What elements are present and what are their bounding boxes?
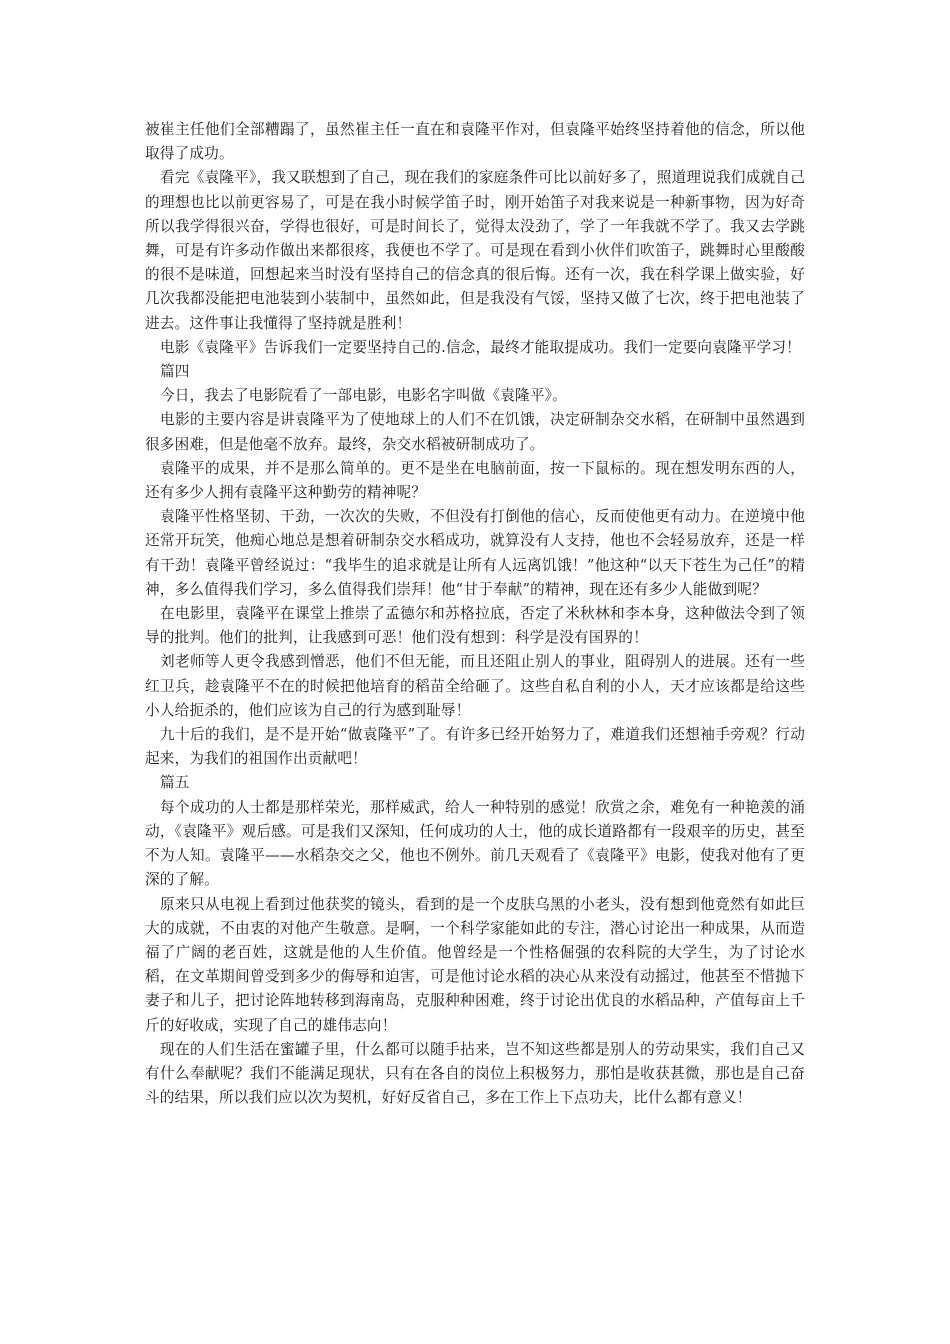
paragraph: 今日，我去了电影院看了一部电影，电影名字叫做《袁隆平》。 <box>160 387 567 405</box>
paragraph: 在电影里，袁隆平在课堂上推崇了孟德尔和苏格拉底，否定了米秋林和李本身，这种做法令到了领导的批判。他们的批判，让我感到可恶！他们没有想到：科学是没有国界的！ <box>145 605 805 647</box>
paragraph: 原来只从电视上看到过他获奖的镜头，看到的是一个皮肤乌黑的小老头，没有想到他竟然有如此巨大的成就，不由衷的对他产生敬意。是啊，一个科学家能如此的专注，潜心讨论出一种成果，从而造福了广阔的老百姓，这就是他的人生价值。他曾经是一个性格倔强的农科院的大学生，为了讨论水稻，在文革期间曾受到多少的侮辱和迫害，可是他讨论水稻的决心从来没有动摇过，他甚至不惜抛下妻子和儿子，把讨论阵地转移到海南岛，克服种种困难，终于讨论出优良的水稻品种，产值每亩上千斤的好收成，实现了自己的雄伟志向！ <box>145 895 805 1034</box>
paragraph: 电影《袁隆平》告诉我们一定要坚持自己的.信念，最终才能取提成功。我们一定要向袁隆平学习！ <box>160 338 801 356</box>
section-heading: 篇五 <box>160 774 190 792</box>
paragraph: 九十后的我们，是不是开始“做袁隆平”了。有许多已经开始努力了，难道我们还想袖手旁观？行动起来，为我们的祖国作出贡献吧！ <box>145 726 805 768</box>
paragraph: 看完《袁隆平》，我又联想到了自己，现在我们的家庭条件可比以前好多了，照道理说我们成就自己的理想也比以前更容易了，可是在我小时候学笛子时，刚开始笛子对我来说是一种新事物，因为好奇所以我学得很兴奋，学得也很好，可是时间长了，觉得太没劲了，学了一年我就不学了。我又去学跳舞，可是有许多动作做出来都很疼，我便也不学了。可是现在看到小伙伴们吹笛子，跳舞时心里酸酸的很不是味道，回想起来当时没有坚持自己的信念真的很后悔。还有一次，我在科学课上做实验，好几次我都没能把电池装到小装制中，虽然如此，但是我没有气馁，坚持又做了七次，终于把电池装了进去。这件事让我懂得了坚持就是胜利！ <box>145 169 805 332</box>
paragraph: 刘老师等人更令我感到憎恶，他们不但无能，而且还阻止别人的事业，阻碍别人的进展。还有一些红卫兵，趁袁隆平不在的时候把他培育的稻苗全给砸了。这些自私自利的小人，天才应该都是给这些小人给扼杀的，他们应该为自己的行为感到耻辱！ <box>145 653 805 719</box>
paragraph: 电影的主要内容是讲袁隆平为了使地球上的人们不在饥饿，决定研制杂交水稻，在研制中虽然遇到很多困难，但是他毫不放弃。最终，杂交水稻被研制成功了。 <box>145 411 805 453</box>
paragraph: 现在的人们生活在蜜罐子里，什么都可以随手拈来，岂不知这些都是别人的劳动果实，我们自己又有什么奉献呢？我们不能满足现状，只有在各自的岗位上积极努力，那怕是收获甚微，那也是自己奋斗的结果，所以我们应以次为契机，好好反省自己，多在工作上下点功夫，比什么都有意义！ <box>145 1040 805 1107</box>
document-body <box>145 118 805 1110</box>
paragraph: 每个成功的人士都是那样荣光，那样威武，给人一种特别的感觉！欣赏之余，难免有一种艳羡的涌动，《袁隆平》观后感。可是我们又深知，任何成功的人士，他的成长道路都有一段艰辛的历史，甚至不为人知。袁隆平——水稻杂交之父，他也不例外。前几天观看了《袁隆平》电影，使我对他有了更深的了解。 <box>145 798 805 889</box>
paragraph: 被崔主任他们全部糟蹋了，虽然崔主任一直在和袁隆平作对，但袁隆平始终坚持着他的信念，所以他取得了成功。 <box>145 121 805 163</box>
section-heading: 篇四 <box>160 363 190 381</box>
paragraph: 袁隆平的成果，并不是那么简单的。更不是坐在电脑前面，按一下鼠标的。现在想发明东西的人，还有多少人拥有袁隆平这种勤劳的精神呢？ <box>145 459 805 502</box>
paragraph: 袁隆平性格坚韧、干劲，一次次的失败，不但没有打倒他的信心，反而使他更有动力。在逆境中他还常开玩笑，他痴心地总是想着研制杂交水稻成功，就算没有人支持，他也不会轻易放弃，还是一样有干劲！袁隆平曾经说过：“我毕生的追求就是让所有人远离饥饿！”他这种“以天下苍生为己任”的精神，多么值得我们学习，多么值得我们崇拜！他“甘于奉献”的精神，现在还有多少人能做到呢？ <box>145 508 805 598</box>
